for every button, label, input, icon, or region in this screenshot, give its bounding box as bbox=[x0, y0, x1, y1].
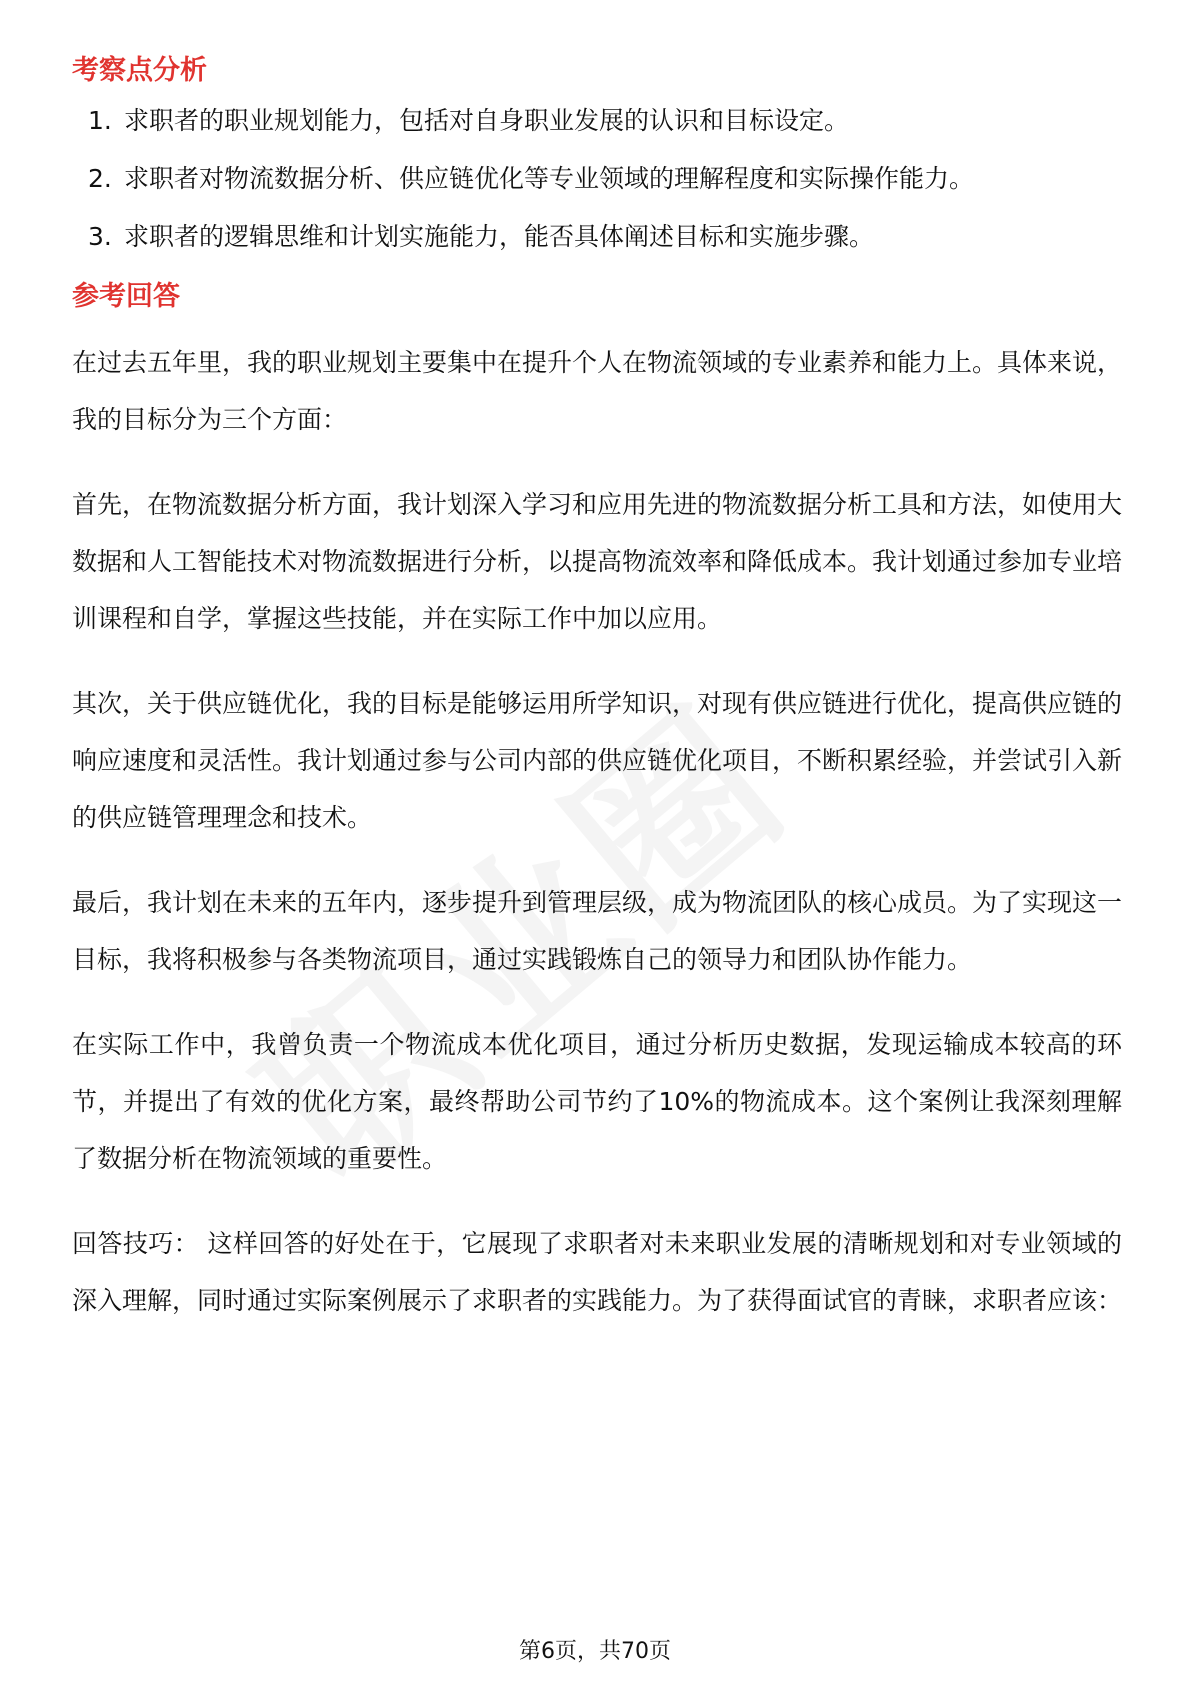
list-item-number: 1. bbox=[88, 106, 112, 135]
list-item bbox=[72, 220, 1122, 254]
paragraph-management: 最后，我计划在未来的五年内，逐步提升到管理层级，成为物流团队的核心成员。为了实现这一目标，我将积极参与各类物流项目，通过实践锻炼自己的领导力和团队协作能力。 bbox=[72, 888, 1123, 974]
list-item bbox=[72, 162, 1122, 196]
page-number-footer: 第6页，共70页 bbox=[519, 1639, 671, 1664]
list-item bbox=[72, 104, 1122, 138]
paragraph-data-analysis: 首先，在物流数据分析方面，我计划深入学习和应用先进的物流数据分析工具和方法，如使用大数据和人工智能技术对物流数据进行分析，以提高物流效率和降低成本。我计划通过参加专业培训课程和自学，掌握这些技能，并在实际工作中加以应用。 bbox=[72, 490, 1123, 633]
page-content bbox=[72, 52, 1122, 1357]
list-item-number: 3. bbox=[88, 222, 112, 251]
paragraph-supply-chain: 其次，关于供应链优化，我的目标是能够运用所学知识，对现有供应链进行优化，提高供应链的响应速度和灵活性。我计划通过参与公司内部的供应链优化项目，不断积累经验，并尝试引入新的供应链管理理念和技术。 bbox=[72, 689, 1123, 832]
paragraph-case-study: 在实际工作中，我曾负责一个物流成本优化项目，通过分析历史数据，发现运输成本较高的环节，并提出了有效的优化方案，最终帮助公司节约了10%的物流成本。这个案例让我深刻理解了数据分析在物流领域的重要性。 bbox=[72, 1030, 1122, 1173]
list-item-text: 求职者的职业规划能力，包括对自身职业发展的认识和目标设定。 bbox=[124, 106, 850, 135]
paragraph-intro: 在过去五年里，我的职业规划主要集中在提升个人在物流领域的专业素养和能力上。具体来说，我的目标分为三个方面： bbox=[72, 348, 1123, 434]
paragraph-answer-tips: 回答技巧： 这样回答的好处在于，它展现了求职者对未来职业发展的清晰规划和对专业领域的深入理解，同时通过实际案例展示了求职者的实践能力。为了获得面试官的青睐，求职者应该： bbox=[72, 1229, 1123, 1315]
analysis-heading: 考察点分析 bbox=[72, 55, 207, 86]
list-item-text: 求职者的逻辑思维和计划实施能力，能否具体阐述目标和实施步骤。 bbox=[124, 222, 875, 251]
list-item-number: 2. bbox=[88, 164, 112, 193]
list-item-text: 求职者对物流数据分析、供应链优化等专业领域的理解程度和实际操作能力。 bbox=[124, 164, 975, 193]
analysis-points-list bbox=[72, 104, 1122, 254]
answer-heading: 参考回答 bbox=[72, 281, 180, 312]
